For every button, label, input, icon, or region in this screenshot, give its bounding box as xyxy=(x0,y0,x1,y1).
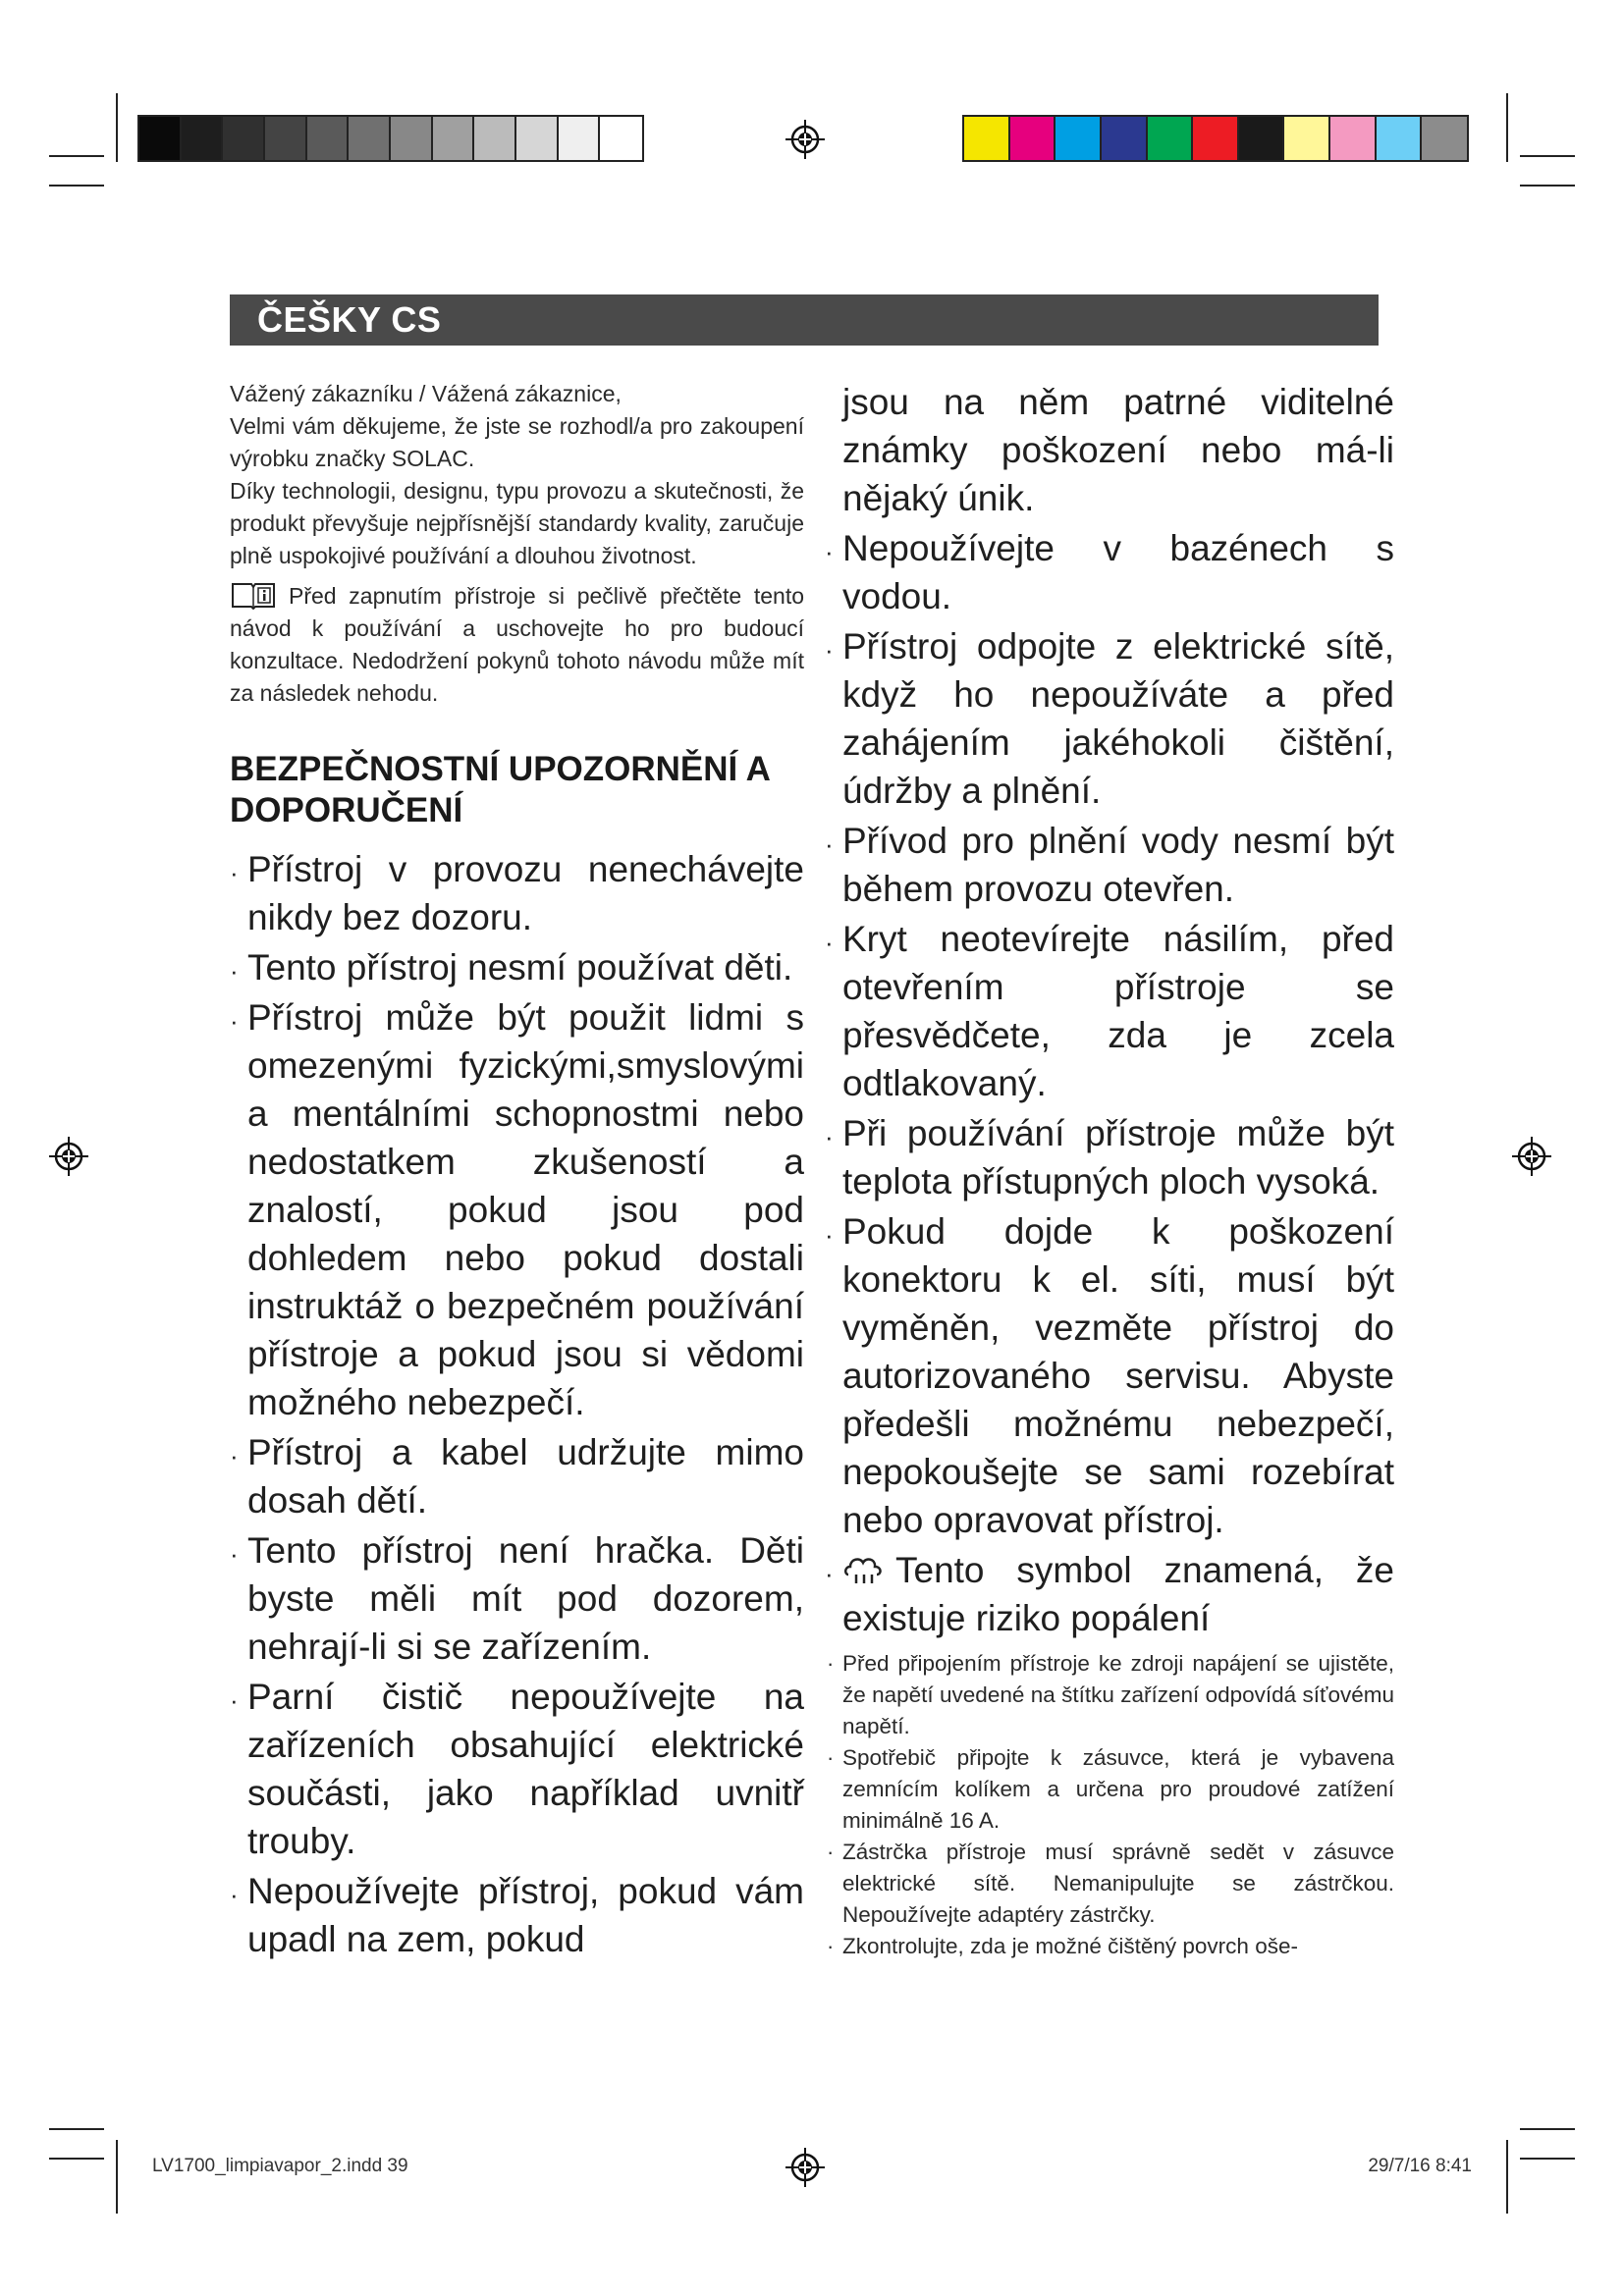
crop-mark xyxy=(49,2128,104,2130)
quality-paragraph: Díky technologii, designu, typu provozu a skutečnosti, že produkt převyšuje nejpřísnější standardy kvality, zaručuje plně uspokojivé používání a dlouhou životnost. xyxy=(230,478,804,568)
list-item: · Přístroj odpojte z elektrické sítě, když ho nepoužíváte a před zahájením jakéhokoli čištění, údržby a plnění. xyxy=(825,622,1394,815)
color-swatch xyxy=(964,117,1010,160)
read-manual-note xyxy=(230,580,804,710)
color-swatch xyxy=(1010,117,1056,160)
color-swatch xyxy=(1330,117,1377,160)
language-header: ČEŠKY CS xyxy=(230,294,1379,346)
gray-swatch xyxy=(307,117,350,160)
gray-swatch xyxy=(349,117,391,160)
thanks-paragraph: Velmi vám děkujeme, že jste se rozhodl/a pro zakoupení výrobku značky SOLAC. xyxy=(230,413,804,471)
color-swatch xyxy=(1422,117,1467,160)
crop-mark xyxy=(1520,185,1575,187)
list-item: · Přívod pro plnění vody nesmí být během provozu otevřen. xyxy=(825,817,1394,913)
list-item: · Zástrčka přístroje musí správně sedět v zásuvce elektrické sítě. Nemanipulujte se zástrčkou. Nepoužívejte adaptéry zástrčky. xyxy=(825,1837,1394,1931)
gray-swatch xyxy=(600,117,642,160)
left-column xyxy=(230,378,804,1965)
gray-swatch xyxy=(433,117,475,160)
color-swatch xyxy=(1193,117,1239,160)
read-manual-text: Před zapnutím přístroje si pečlivě přečtěte tento návod k používání a uschovejte ho pro budoucí konzultace. Nedodržení pokynů tohoto návodu může mít za následek nehodu. xyxy=(230,583,804,706)
color-swatch xyxy=(1239,117,1285,160)
crop-mark xyxy=(49,185,104,187)
list-item: · Kryt neotevírejte násilím, před otevřením přístroje se přesvědčete, zda je zcela odtlakovaný. xyxy=(825,915,1394,1107)
gray-swatch xyxy=(182,117,224,160)
list-item: · Přístroj může být použit lidmi s omezenými fyzickými,smyslovými a mentálními schopnostmi nebo nedostatkem zkušeností a znalostí, pokud jsou pod dohledem nebo pokud dostali instruktáž o bezpečném používání přístroje a pokud jsou si vědomi možného nebezpečí. xyxy=(230,993,804,1426)
registration-target-icon xyxy=(785,2148,825,2187)
crop-mark xyxy=(1506,93,1508,162)
safety-list-right xyxy=(825,378,1394,1642)
safety-heading: BEZPEČNOSTNÍ UPOZORNĚNÍ A DOPORUČENÍ xyxy=(230,750,770,829)
list-item: · Nepoužívejte v bazénech s vodou. xyxy=(825,524,1394,620)
gray-swatch xyxy=(265,117,307,160)
footer-date: 29/7/16 8:41 xyxy=(1368,2156,1472,2176)
intro-text xyxy=(230,378,804,572)
list-item: · Pokud dojde k poškození konektoru k el. síti, musí být vyměněn, vezměte přístroj do autorizovaného servisu. Abyste předešli možnému nebezpečí, nepokoušejte se sami rozebírat nebo opravovat přístroj. xyxy=(825,1207,1394,1544)
crop-mark xyxy=(116,2140,118,2214)
color-swatch xyxy=(1056,117,1102,160)
footer-filename: LV1700_limpiavapor_2.indd 39 xyxy=(152,2156,408,2176)
crop-mark xyxy=(49,2158,104,2160)
list-item: · Při používání přístroje může být teplota přístupných ploch vysoká. xyxy=(825,1109,1394,1205)
list-item: · Nepoužívejte přístroj, pokud vám upadl na zem, pokud xyxy=(230,1867,804,1963)
registration-target-icon xyxy=(1512,1137,1551,1176)
gray-swatch xyxy=(474,117,516,160)
gray-swatch xyxy=(516,117,559,160)
right-column xyxy=(825,378,1394,1962)
registration-target-icon xyxy=(49,1137,88,1176)
safety-list-small xyxy=(825,1648,1394,1962)
crop-mark xyxy=(1520,2158,1575,2160)
gray-swatch xyxy=(391,117,433,160)
read-manual-icon xyxy=(230,580,277,610)
burn-symbol-text: Tento symbol znamená, že existuje riziko popálení xyxy=(842,1550,1394,1638)
crop-mark xyxy=(1520,155,1575,157)
crop-mark xyxy=(1520,2128,1575,2130)
gray-swatch xyxy=(223,117,265,160)
list-item: · Přístroj a kabel udržujte mimo dosah dětí. xyxy=(230,1428,804,1524)
greeting: Vážený zákazníku / Vážená zákaznice, xyxy=(230,381,622,406)
gray-swatch xyxy=(559,117,601,160)
color-bar xyxy=(962,115,1469,162)
color-swatch xyxy=(1148,117,1194,160)
list-item-continuation: jsou na něm patrné viditelné známky poškození nebo má-li nějaký únik. xyxy=(842,382,1394,518)
color-swatch xyxy=(1284,117,1330,160)
list-item: · Před připojením přístroje ke zdroji napájení se ujistěte, že napětí uvedené na štítku zařízení odpovídá síťovému napětí. xyxy=(825,1648,1394,1742)
list-item: · Spotřebič připojte k zásuvce, která je vybavena zemnícím kolíkem a určena pro proudové zatížení minimálně 16 A. xyxy=(825,1742,1394,1837)
list-item: · Tento přístroj nesmí používat děti. xyxy=(230,943,804,991)
crop-mark xyxy=(116,93,118,162)
list-item: · Zkontrolujte, zda je možné čištěný povrch oše- xyxy=(825,1931,1394,1962)
list-item: · Tento přístroj není hračka. Děti byste měli mít pod dozorem, nehrají-li si se zařízením. xyxy=(230,1526,804,1671)
color-swatch xyxy=(1102,117,1148,160)
grayscale-bar xyxy=(137,115,644,162)
list-item: · Parní čistič nepoužívejte na zařízeních obsahující elektrické součásti, jako například uvnitř trouby. xyxy=(230,1673,804,1865)
color-swatch xyxy=(1377,117,1423,160)
registration-target-icon xyxy=(785,120,825,159)
crop-mark xyxy=(1506,2140,1508,2214)
burn-symbol-item xyxy=(825,1546,1394,1642)
crop-mark xyxy=(49,155,104,157)
list-item: · Přístroj v provozu nenechávejte nikdy bez dozoru. xyxy=(230,845,804,941)
hot-steam-icon xyxy=(842,1553,886,1586)
safety-list-left xyxy=(230,845,804,1963)
gray-swatch xyxy=(139,117,182,160)
